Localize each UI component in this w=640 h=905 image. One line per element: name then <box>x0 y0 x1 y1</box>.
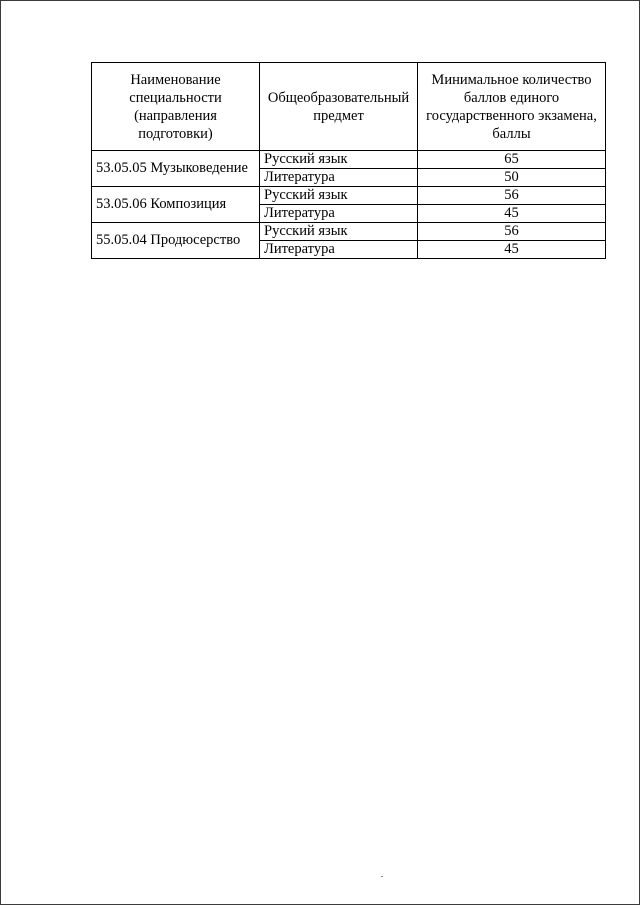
score-cell: 56 <box>418 223 606 241</box>
subject-cell: Литература <box>260 241 418 259</box>
min-scores-table <box>91 62 606 259</box>
subject-cell: Русский язык <box>260 223 418 241</box>
header-min-score: Минимальное количество баллов единого государственного экзамена, баллы <box>418 63 606 151</box>
scan-speck <box>381 876 383 877</box>
score-cell: 45 <box>418 205 606 223</box>
specialty-cell: 53.05.06 Композиция <box>92 187 260 223</box>
score-cell: 56 <box>418 187 606 205</box>
specialty-cell: 55.05.04 Продюсерство <box>92 223 260 259</box>
subject-cell: Литература <box>260 169 418 187</box>
table-row <box>92 223 606 241</box>
header-specialty: Наименование специальности (направления подготовки) <box>92 63 260 151</box>
score-cell: 45 <box>418 241 606 259</box>
subject-cell: Русский язык <box>260 151 418 169</box>
subject-cell: Литература <box>260 205 418 223</box>
subject-cell: Русский язык <box>260 187 418 205</box>
table-header-row <box>92 63 606 151</box>
table-row <box>92 151 606 169</box>
specialty-cell: 53.05.05 Музыковедение <box>92 151 260 187</box>
table-row <box>92 187 606 205</box>
header-subject: Общеобразовательный предмет <box>260 63 418 151</box>
score-cell: 50 <box>418 169 606 187</box>
score-cell: 65 <box>418 151 606 169</box>
